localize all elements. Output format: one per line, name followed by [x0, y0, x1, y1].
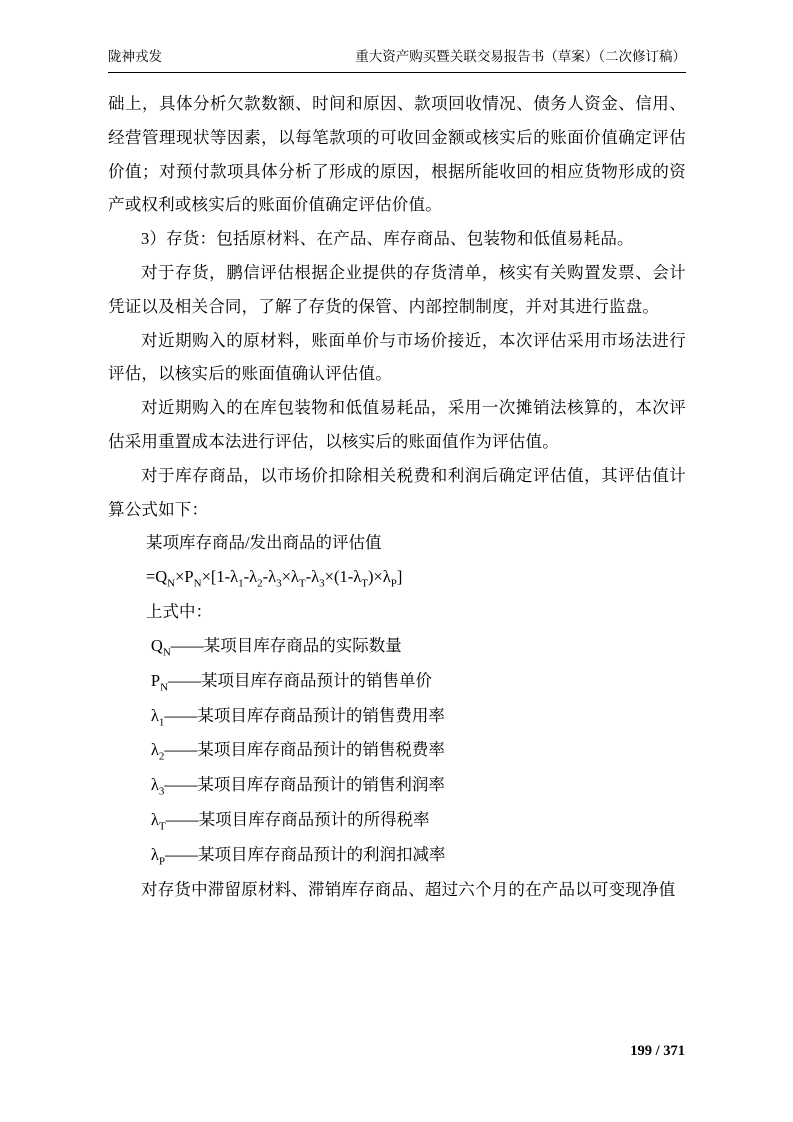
symbol-line-lambda2 — [108, 733, 686, 768]
symbol-line-qn — [108, 629, 686, 664]
symbol-line-pn — [108, 664, 686, 699]
symbol-lambda3: $\lambda_3$ — [150, 775, 165, 798]
formula-expression — [108, 560, 686, 595]
header-document-title: 重大资产购买暨关联交易报告书（草案）（二次修订稿） — [355, 49, 686, 64]
formula-title: 某项库存商品/发出商品的评估值 — [145, 533, 382, 553]
symbol-lambda2-desc: ——某项目库存商品预计的销售税费率 — [164, 740, 445, 760]
symbol-line-lambda1 — [108, 699, 686, 734]
symbol-pn-desc: ——某项目库存商品预计的销售单价 — [168, 670, 433, 690]
page-header — [108, 48, 686, 71]
formula-legend-label: 上式中： — [145, 602, 212, 622]
symbol-lambda2: $\lambda_2$ — [150, 740, 165, 763]
symbol-line-lambda3 — [108, 768, 686, 803]
page-number: 199 / 371 — [630, 1043, 685, 1059]
paragraph-packaging-lowvalue: 对近期购入的在库包装物和低值易耗品，采用一次摊销法核算的，本次评估采用重置成本法进行评估，以核实后的账面值作为评估值。 — [108, 398, 686, 452]
symbol-line-lambdap — [108, 838, 686, 873]
symbol-lambda1: $\lambda_1$ — [150, 705, 165, 728]
paragraph-continuation: 础上，具体分析欠款数额、时间和原因、款项回收情况、债务人资金、信用、经营管理现状等因素，以每笔款项的可收回金额或核实后的账面价值确定评估价值；对预付款项具体分析了形成的原因，根据所能收回的相应货物形成的资产或权利或核实后的账面价值确定评估价值。 — [108, 93, 686, 215]
symbol-qn-desc: ——某项目库存商品的实际数量 — [170, 635, 402, 655]
symbol-lambda3-desc: ——某项目库存商品预计的销售利润率 — [164, 775, 445, 795]
paragraph-inventory-verification: 对于存货，鹏信评估根据企业提供的存货清单，核实有关购置发票、会计凭证以及相关合同，了解了存货的保管、内部控制制度，并对其进行监盘。 — [108, 262, 686, 316]
symbol-lambdap-desc: ——某项目库存商品预计的利润扣减率 — [165, 844, 446, 864]
symbol-lambdat: $\lambda_T$ — [150, 810, 166, 833]
symbol-lambda1-desc: ——某项目库存商品预计的销售费用率 — [164, 705, 445, 725]
paragraph-raw-materials: 对近期购入的原材料，账面单价与市场价接近，本次评估采用市场法进行评估，以核实后的账面值确认评估值。 — [108, 330, 686, 384]
paragraph-finished-goods: 对于库存商品，以市场价扣除相关税费和利润后确定评估值，其评估值计算公式如下： — [108, 465, 686, 519]
symbol-lambdap: $\lambda_P$ — [150, 844, 166, 868]
symbol-qn: $Q_N$ — [150, 635, 171, 659]
symbol-line-lambdat — [108, 803, 686, 838]
symbol-pn: $P_N$ — [150, 670, 169, 694]
paragraph-net-realizable-value: 对存货中滞留原材料、滞销库存商品、超过六个月的在产品以可变现净值 — [141, 879, 676, 899]
symbol-lambdat-desc: ——某项目库存商品预计的所得税率 — [165, 810, 430, 830]
formula-expression-text: $=Q_N\times P_N\times[1-\lambda_1-\lambda_2-\lambda_3\times\lambda_T-\lambda_3\times(1-\lambda_T)\times\lambda_P]$ — [145, 567, 403, 590]
page-content — [108, 48, 686, 907]
paragraph-inventory-definition: 3）存货：包括原材料、在产品、库存商品、包装物和低值易耗品。 — [141, 229, 634, 249]
header-divider — [108, 72, 686, 73]
header-company-name: 陇神戎发 — [108, 49, 162, 64]
